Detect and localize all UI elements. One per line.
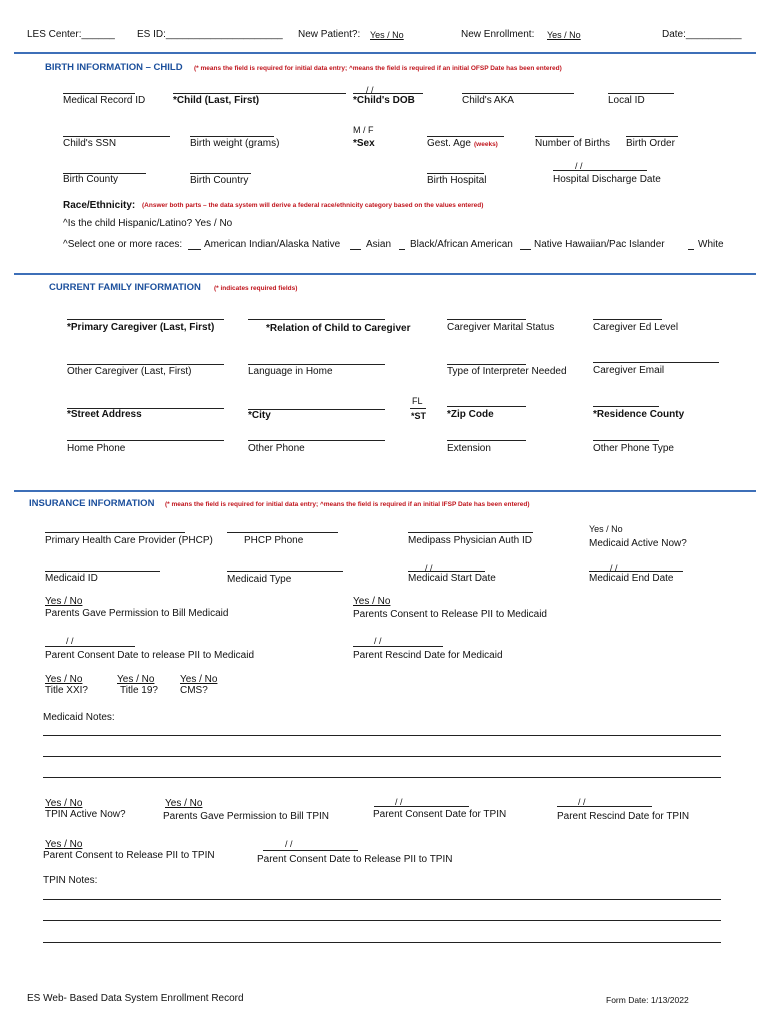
local-id-label: Local ID xyxy=(608,95,645,106)
child-ssn-label: Child's SSN xyxy=(63,138,117,149)
race-option[interactable]: Native Hawaiian/Pac Islander xyxy=(534,239,665,250)
birth-order-label: Birth Order xyxy=(626,138,675,149)
race-option[interactable]: American Indian/Alaska Native xyxy=(204,239,341,250)
birth-weight-label: Birth weight (grams) xyxy=(190,138,280,149)
city-label: *City xyxy=(248,410,271,421)
gest-age-unit: (weeks) xyxy=(474,141,498,148)
race-option[interactable]: White xyxy=(698,239,724,250)
tpin-rescind-slashes: / / xyxy=(578,797,586,807)
other-phone-type-label: Other Phone Type xyxy=(593,443,674,454)
home-phone-label: Home Phone xyxy=(67,443,126,454)
race-option[interactable]: Black/African American xyxy=(410,239,513,250)
form-date: Form Date: 1/13/2022 xyxy=(606,995,689,1005)
tpin-consent-slashes: / / xyxy=(395,797,403,807)
tpin-release-date-label: Parent Consent Date to Release PII to TPIN xyxy=(257,854,453,865)
birth-hospital-label: Birth Hospital xyxy=(427,175,487,186)
ed-level-label: Caregiver Ed Level xyxy=(593,322,679,333)
medicaid-start-slashes: / / xyxy=(425,563,433,573)
new-enrollment-label: New Enrollment: xyxy=(461,29,535,40)
extension-label: Extension xyxy=(447,443,491,454)
consent-release-options[interactable]: Yes / No xyxy=(353,596,391,607)
title21-label: Title XXI? xyxy=(45,685,88,696)
race-label: Race/Ethnicity: xyxy=(63,200,136,211)
tpin-release-label: Parent Consent to Release PII to TPIN xyxy=(43,850,215,861)
title19-label: Title 19? xyxy=(120,685,158,696)
medicaid-id-label: Medicaid ID xyxy=(45,573,98,584)
hispanic-question[interactable]: ^Is the child Hispanic/Latino? Yes / No xyxy=(63,218,233,229)
phcp-label: Primary Health Care Provider (PHCP) xyxy=(45,535,213,546)
race-option[interactable]: Asian xyxy=(366,239,392,250)
new-patient-options[interactable]: Yes / No xyxy=(370,30,404,40)
other-caregiver-label: Other Caregiver (Last, First) xyxy=(67,366,192,377)
tpin-active-label: TPIN Active Now? xyxy=(45,809,126,820)
child-aka-label: Child's AKA xyxy=(462,95,514,106)
bill-medicaid-label: Parents Gave Permission to Bill Medicaid xyxy=(45,608,229,619)
medical-record-id-label: Medical Record ID xyxy=(63,95,146,106)
discharge-slashes: / / xyxy=(575,161,583,171)
title21-options[interactable]: Yes / No xyxy=(45,674,83,685)
rescind-date-label: Parent Rescind Date for Medicaid xyxy=(353,650,503,661)
phcp-phone-label: PHCP Phone xyxy=(244,535,304,546)
birth-county-label: Birth County xyxy=(63,174,119,185)
medicaid-notes-label: Medicaid Notes: xyxy=(43,712,115,723)
tpin-notes-line[interactable] xyxy=(43,942,721,943)
section-divider xyxy=(14,490,756,492)
child-dob-label: *Child's DOB xyxy=(353,95,415,106)
cms-label: CMS? xyxy=(180,685,208,696)
gest-age-label: Gest. Age xyxy=(427,138,471,149)
rescind-slashes: / / xyxy=(374,636,382,646)
sex-label: *Sex xyxy=(353,138,375,149)
es-id-field[interactable]: ES ID:_____________________ xyxy=(137,29,283,40)
birth-section-title: BIRTH INFORMATION – CHILD xyxy=(45,62,183,73)
section-divider xyxy=(14,52,756,54)
insurance-section-title: INSURANCE INFORMATION xyxy=(29,498,155,509)
insurance-section-note: (* means the field is required for initial data entry; ^means the field is required if an initial IFSP Date has been entered) xyxy=(165,501,530,508)
dob-slashes: / / xyxy=(366,85,374,95)
language-label: Language in Home xyxy=(248,366,333,377)
consent-date-slashes: / / xyxy=(66,636,74,646)
state-label: *ST xyxy=(411,411,427,421)
birth-country-label: Birth Country xyxy=(190,175,249,186)
other-phone-label: Other Phone xyxy=(248,443,305,454)
marital-label: Caregiver Marital Status xyxy=(447,322,555,333)
title19-options[interactable]: Yes / No xyxy=(117,674,155,685)
section-divider xyxy=(14,273,756,275)
street-label: *Street Address xyxy=(67,409,142,420)
race-note: (Answer both parts – the data system will derive a federal race/ethnicity category based on the values entered) xyxy=(142,202,484,209)
new-enrollment-options[interactable]: Yes / No xyxy=(547,30,581,40)
discharge-date-label: Hospital Discharge Date xyxy=(553,174,661,185)
births-label: Number of Births xyxy=(535,138,611,149)
tpin-notes-label: TPIN Notes: xyxy=(43,875,98,886)
les-center-field[interactable]: LES Center:______ xyxy=(27,29,115,40)
tpin-release-options[interactable]: Yes / No xyxy=(45,839,83,850)
child-name-label: *Child (Last, First) xyxy=(173,95,260,106)
consent-release-label: Parents Consent to Release PII to Medicaid xyxy=(353,609,547,620)
medicaid-active-options[interactable]: Yes / No xyxy=(589,524,623,534)
medipass-label: Medipass Physician Auth ID xyxy=(408,535,532,546)
medicaid-notes-line[interactable] xyxy=(43,735,721,736)
medicaid-start-label: Medicaid Start Date xyxy=(408,573,496,584)
zip-label: *Zip Code xyxy=(447,409,494,420)
tpin-consent-label: Parent Consent Date for TPIN xyxy=(373,809,507,820)
footer-title: ES Web- Based Data System Enrollment Record xyxy=(27,993,244,1004)
tpin-release-slashes: / / xyxy=(285,839,293,849)
medicaid-active-label: Medicaid Active Now? xyxy=(589,538,687,549)
select-races-label: ^Select one or more races: xyxy=(63,239,183,250)
family-section-title: CURRENT FAMILY INFORMATION xyxy=(49,282,201,293)
tpin-notes-line[interactable] xyxy=(43,899,721,900)
tpin-bill-options[interactable]: Yes / No xyxy=(165,798,203,809)
new-patient-label: New Patient?: xyxy=(298,29,361,40)
date-field[interactable]: Date:__________ xyxy=(662,29,742,40)
medicaid-end-label: Medicaid End Date xyxy=(589,573,674,584)
tpin-bill-label: Parents Gave Permission to Bill TPIN xyxy=(163,811,329,822)
email-label: Caregiver Email xyxy=(593,365,665,376)
bill-medicaid-options[interactable]: Yes / No xyxy=(45,596,83,607)
family-section-note: (* indicates required fields) xyxy=(214,285,298,292)
tpin-notes-line[interactable] xyxy=(43,920,721,921)
medicaid-notes-line[interactable] xyxy=(43,756,721,757)
relation-label: *Relation of Child to Caregiver xyxy=(266,323,411,334)
sex-options[interactable]: M / F xyxy=(353,125,374,135)
primary-caregiver-label: *Primary Caregiver (Last, First) xyxy=(67,322,215,333)
interpreter-label: Type of Interpreter Needed xyxy=(447,366,567,377)
medicaid-end-slashes: / / xyxy=(610,563,618,573)
cms-options[interactable]: Yes / No xyxy=(180,674,218,685)
tpin-rescind-label: Parent Rescind Date for TPIN xyxy=(557,811,690,822)
medicaid-notes-line[interactable] xyxy=(43,777,721,778)
birth-section-note: (* means the field is required for initial data entry; ^means the field is required if an initial OFSP Date has been entered) xyxy=(194,65,562,72)
tpin-active-options[interactable]: Yes / No xyxy=(45,798,83,809)
medicaid-type-label: Medicaid Type xyxy=(227,574,292,585)
residence-county-label: *Residence County xyxy=(593,409,685,420)
consent-date-label: Parent Consent Date to release PII to Medicaid xyxy=(45,650,255,661)
state-value[interactable]: FL xyxy=(412,396,423,406)
